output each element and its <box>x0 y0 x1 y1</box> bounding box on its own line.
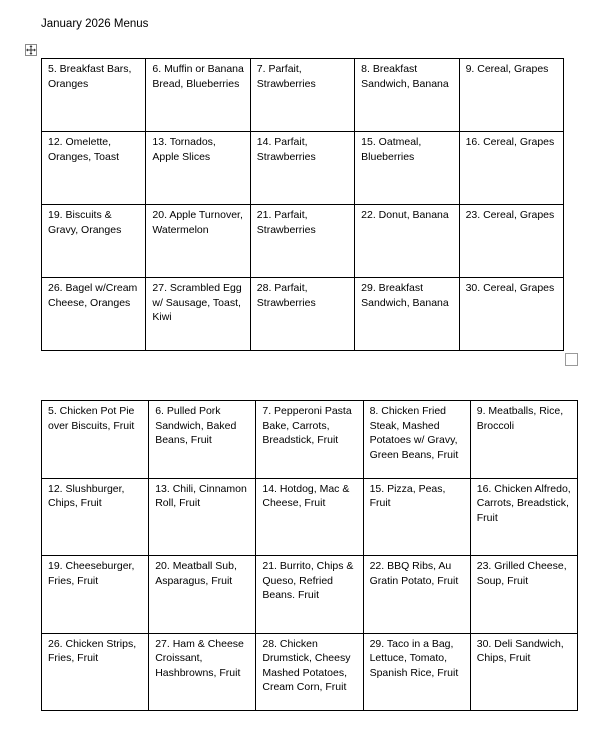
table-row <box>42 132 564 205</box>
menu-cell[interactable]: 15. Pizza, Peas, Fruit <box>363 478 470 556</box>
menu-cell[interactable]: 20. Apple Turnover, Watermelon <box>146 205 250 278</box>
menu-cell[interactable]: 21. Burrito, Chips & Queso, Refried Beans. Fruit <box>256 556 363 634</box>
menu-cell[interactable]: 5. Breakfast Bars, Oranges <box>42 59 146 132</box>
menu-cell[interactable]: 22. Donut, Banana <box>355 205 459 278</box>
table-row <box>42 556 578 634</box>
table-row <box>42 478 578 556</box>
menu-cell[interactable]: 19. Biscuits & Gravy, Oranges <box>42 205 146 278</box>
breakfast-menu-table <box>41 58 564 351</box>
menu-cell[interactable]: 22. BBQ Ribs, Au Gratin Potato, Fruit <box>363 556 470 634</box>
menu-cell[interactable]: 27. Scrambled Egg w/ Sausage, Toast, Kiwi <box>146 278 250 351</box>
menu-cell[interactable]: 27. Ham & Cheese Croissant, Hashbrowns, Fruit <box>149 633 256 711</box>
page-title: January 2026 Menus <box>41 18 149 30</box>
lunch-menu-table <box>41 400 578 711</box>
menu-cell[interactable]: 19. Cheeseburger, Fries, Fruit <box>42 556 149 634</box>
menu-cell[interactable]: 9. Cereal, Grapes <box>459 59 563 132</box>
menu-cell[interactable]: 20. Meatball Sub, Asparagus, Fruit <box>149 556 256 634</box>
menu-cell[interactable]: 12. Omelette, Oranges, Toast <box>42 132 146 205</box>
menu-cell[interactable]: 14. Parfait, Strawberries <box>250 132 354 205</box>
table-row <box>42 205 564 278</box>
menu-cell[interactable]: 6. Muffin or Banana Bread, Blueberries <box>146 59 250 132</box>
menu-cell[interactable]: 28. Parfait, Strawberries <box>250 278 354 351</box>
menu-cell[interactable]: 14. Hotdog, Mac & Cheese, Fruit <box>256 478 363 556</box>
menu-cell[interactable]: 8. Breakfast Sandwich, Banana <box>355 59 459 132</box>
menu-cell[interactable]: 23. Cereal, Grapes <box>459 205 563 278</box>
menu-cell[interactable]: 9. Meatballs, Rice, Broccoli <box>470 401 577 479</box>
menu-cell[interactable]: 16. Cereal, Grapes <box>459 132 563 205</box>
menu-cell[interactable]: 16. Chicken Alfredo, Carrots, Breadstick, Fruit <box>470 478 577 556</box>
menu-cell[interactable]: 5. Chicken Pot Pie over Biscuits, Fruit <box>42 401 149 479</box>
menu-cell[interactable]: 26. Bagel w/Cream Cheese, Oranges <box>42 278 146 351</box>
menu-cell[interactable]: 6. Pulled Pork Sandwich, Baked Beans, Fruit <box>149 401 256 479</box>
menu-cell[interactable]: 29. Taco in a Bag, Lettuce, Tomato, Spanish Rice, Fruit <box>363 633 470 711</box>
menu-cell[interactable]: 7. Parfait, Strawberries <box>250 59 354 132</box>
menu-cell[interactable]: 28. Chicken Drumstick, Cheesy Mashed Potatoes, Cream Corn, Fruit <box>256 633 363 711</box>
menu-cell[interactable]: 7. Pepperoni Pasta Bake, Carrots, Breadstick, Fruit <box>256 401 363 479</box>
table-resize-handle-icon[interactable] <box>565 353 578 366</box>
table-row <box>42 278 564 351</box>
menu-cell[interactable]: 13. Tornados, Apple Slices <box>146 132 250 205</box>
table-move-handle-icon[interactable] <box>25 44 37 56</box>
menu-cell[interactable]: 30. Deli Sandwich, Chips, Fruit <box>470 633 577 711</box>
menu-cell[interactable]: 13. Chili, Cinnamon Roll, Fruit <box>149 478 256 556</box>
menu-cell[interactable]: 29. Breakfast Sandwich, Banana <box>355 278 459 351</box>
menu-cell[interactable]: 30. Cereal, Grapes <box>459 278 563 351</box>
menu-cell[interactable]: 15. Oatmeal, Blueberries <box>355 132 459 205</box>
menu-cell[interactable]: 21. Parfait, Strawberries <box>250 205 354 278</box>
menu-cell[interactable]: 12. Slushburger, Chips, Fruit <box>42 478 149 556</box>
table-row <box>42 633 578 711</box>
menu-cell[interactable]: 26. Chicken Strips, Fries, Fruit <box>42 633 149 711</box>
menu-cell[interactable]: 23. Grilled Cheese, Soup, Fruit <box>470 556 577 634</box>
table-row <box>42 401 578 479</box>
menu-cell[interactable]: 8. Chicken Fried Steak, Mashed Potatoes w/ Gravy, Green Beans, Fruit <box>363 401 470 479</box>
table-row <box>42 59 564 132</box>
